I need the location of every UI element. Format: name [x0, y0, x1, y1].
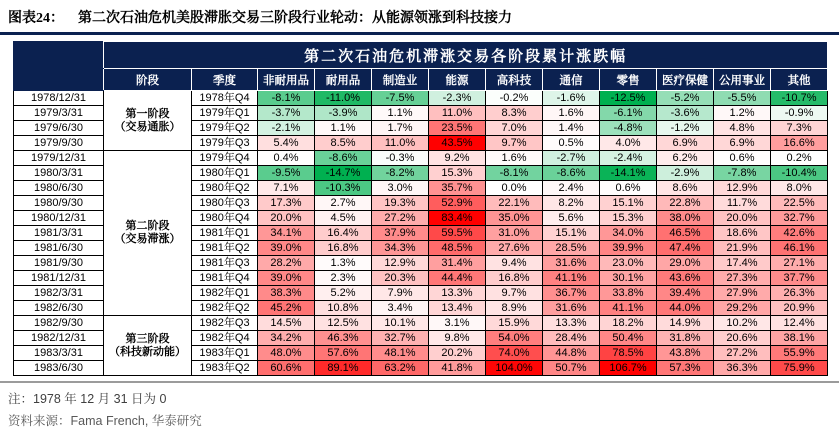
stage-label-line1: 第二阶段 — [125, 220, 170, 232]
value-cell: 14.9% — [657, 316, 714, 331]
footer-divider-rule — [0, 381, 839, 383]
column-header: 公用事业 — [714, 69, 771, 91]
note-line — [8, 389, 839, 407]
value-cell: 29.0% — [657, 256, 714, 271]
value-cell: 5.6% — [543, 211, 600, 226]
column-header: 季度 — [192, 69, 258, 91]
column-header: 通信 — [543, 69, 600, 91]
value-cell: 21.9% — [714, 241, 771, 256]
value-cell: 15.9% — [486, 316, 543, 331]
value-cell: 2.7% — [315, 196, 372, 211]
value-cell: 50.4% — [600, 331, 657, 346]
value-cell: 46.1% — [771, 241, 828, 256]
value-cell: 34.3% — [372, 241, 429, 256]
value-cell: 48.1% — [372, 346, 429, 361]
date-cell: 1983/6/30 — [14, 361, 104, 376]
value-cell: 32.7% — [771, 211, 828, 226]
date-cell: 1981/9/30 — [14, 256, 104, 271]
value-cell: 2.4% — [543, 181, 600, 196]
stage-label-line1: 第三阶段 — [125, 332, 170, 345]
value-cell: 57.3% — [657, 361, 714, 376]
date-cell: 1978/12/31 — [14, 91, 104, 106]
value-cell: 3.0% — [372, 181, 429, 196]
value-cell: 1.1% — [372, 106, 429, 121]
note-label: 注： — [8, 392, 34, 406]
value-cell: -14.7% — [315, 166, 372, 181]
value-cell: 20.0% — [714, 211, 771, 226]
column-header: 其他 — [771, 69, 828, 91]
value-cell: -3.7% — [258, 106, 315, 121]
value-cell: -2.1% — [258, 121, 315, 136]
quarter-cell: 1982年Q4 — [192, 331, 258, 346]
figure-title: 第二次石油危机美股滞胀交易三阶段行业轮动：从能源领涨到科技接力 — [78, 11, 512, 26]
stage-label-line1: 第一阶段 — [125, 107, 170, 120]
date-cell: 1981/6/30 — [14, 241, 104, 256]
value-cell: 4.5% — [315, 211, 372, 226]
value-cell: -2.3% — [429, 91, 486, 106]
value-cell: -0.3% — [372, 151, 429, 166]
value-cell: 20.0% — [258, 211, 315, 226]
value-cell: 38.1% — [771, 331, 828, 346]
value-cell: 10.8% — [315, 301, 372, 316]
quarter-cell: 1983年Q1 — [192, 346, 258, 361]
value-cell: 22.8% — [657, 196, 714, 211]
stage-label-cell — [104, 316, 192, 376]
date-cell: 1981/3/31 — [14, 226, 104, 241]
value-cell: 37.9% — [372, 226, 429, 241]
stage-label-cell — [104, 91, 192, 151]
value-cell: 38.0% — [657, 211, 714, 226]
quarter-cell: 1981年Q1 — [192, 226, 258, 241]
value-cell: -2.9% — [657, 166, 714, 181]
value-cell: 1.6% — [486, 151, 543, 166]
value-cell: 45.2% — [258, 301, 315, 316]
value-cell: 6.9% — [714, 136, 771, 151]
value-cell: -5.5% — [714, 91, 771, 106]
value-cell: 44.0% — [657, 301, 714, 316]
value-cell: 1.7% — [372, 121, 429, 136]
figure-number-label: 图表24： — [8, 11, 64, 26]
value-cell: 11.7% — [714, 196, 771, 211]
value-cell: 20.6% — [714, 331, 771, 346]
value-cell: 43.5% — [429, 136, 486, 151]
value-cell: 15.1% — [543, 226, 600, 241]
value-cell: 31.6% — [543, 301, 600, 316]
quarter-cell: 1980年Q4 — [192, 211, 258, 226]
value-cell: 8.3% — [486, 106, 543, 121]
quarter-cell: 1983年Q2 — [192, 361, 258, 376]
value-cell: 27.2% — [714, 346, 771, 361]
value-cell: 0.4% — [258, 151, 315, 166]
value-cell: -12.5% — [600, 91, 657, 106]
date-cell: 1982/12/31 — [14, 331, 104, 346]
value-cell: 16.4% — [315, 226, 372, 241]
column-header: 能源 — [429, 69, 486, 91]
value-cell: -6.1% — [600, 106, 657, 121]
date-cell: 1980/9/30 — [14, 196, 104, 211]
value-cell: 39.4% — [657, 286, 714, 301]
value-cell: 9.4% — [486, 256, 543, 271]
value-cell: 20.2% — [429, 346, 486, 361]
value-cell: 6.9% — [657, 136, 714, 151]
value-cell: 37.7% — [771, 271, 828, 286]
value-cell: 20.9% — [771, 301, 828, 316]
value-cell: 6.2% — [657, 151, 714, 166]
value-cell: -8.2% — [372, 166, 429, 181]
quarter-cell: 1982年Q2 — [192, 301, 258, 316]
value-cell: -14.1% — [600, 166, 657, 181]
value-cell: 63.2% — [372, 361, 429, 376]
value-cell: 12.4% — [771, 316, 828, 331]
value-cell: 10.2% — [714, 316, 771, 331]
value-cell: 11.0% — [429, 106, 486, 121]
value-cell: 7.9% — [372, 286, 429, 301]
value-cell: -2.4% — [600, 151, 657, 166]
value-cell: 78.5% — [600, 346, 657, 361]
quarter-cell: 1982年Q1 — [192, 286, 258, 301]
value-cell: 26.3% — [771, 286, 828, 301]
value-cell: 19.3% — [372, 196, 429, 211]
value-cell: 48.5% — [429, 241, 486, 256]
value-cell: 22.1% — [486, 196, 543, 211]
value-cell: 48.0% — [258, 346, 315, 361]
value-cell: 30.1% — [600, 271, 657, 286]
value-cell: 1.2% — [714, 106, 771, 121]
value-cell: 27.6% — [486, 241, 543, 256]
value-cell: 27.3% — [714, 271, 771, 286]
value-cell: 27.9% — [714, 286, 771, 301]
quarter-cell: 1982年Q3 — [192, 316, 258, 331]
value-cell: 5.4% — [258, 136, 315, 151]
value-cell: 27.1% — [771, 256, 828, 271]
value-cell: 32.7% — [372, 331, 429, 346]
source-label: 资料来源： — [8, 414, 71, 428]
value-cell: 15.3% — [429, 166, 486, 181]
date-cell: 1980/3/31 — [14, 166, 104, 181]
value-cell: 14.5% — [258, 316, 315, 331]
value-cell: 22.5% — [771, 196, 828, 211]
value-cell: 16.6% — [771, 136, 828, 151]
value-cell: 1.1% — [315, 121, 372, 136]
value-cell: 0.5% — [543, 136, 600, 151]
column-header: 阶段 — [104, 69, 192, 91]
stage-label-line2: （交易滞涨） — [114, 233, 181, 245]
value-cell: 60.6% — [258, 361, 315, 376]
source-line — [8, 411, 839, 429]
value-cell: 7.0% — [486, 121, 543, 136]
table-row — [14, 91, 828, 106]
value-cell: 39.0% — [258, 241, 315, 256]
value-cell: 31.0% — [486, 226, 543, 241]
value-cell: 41.1% — [600, 301, 657, 316]
value-cell: 23.0% — [600, 256, 657, 271]
date-cell: 1983/3/31 — [14, 346, 104, 361]
value-cell: 17.4% — [714, 256, 771, 271]
quarter-cell: 1981年Q4 — [192, 271, 258, 286]
value-cell: 44.4% — [429, 271, 486, 286]
quarter-cell: 1980年Q1 — [192, 166, 258, 181]
value-cell: 46.5% — [657, 226, 714, 241]
column-header: 耐用品 — [315, 69, 372, 91]
value-cell: 38.3% — [258, 286, 315, 301]
value-cell: -0.2% — [486, 91, 543, 106]
value-cell: 50.7% — [543, 361, 600, 376]
value-cell: 36.3% — [714, 361, 771, 376]
value-cell: 28.5% — [543, 241, 600, 256]
date-cell: 1979/3/31 — [14, 106, 104, 121]
value-cell: 34.1% — [258, 226, 315, 241]
value-cell: 59.5% — [429, 226, 486, 241]
value-cell: 28.4% — [543, 331, 600, 346]
value-cell: 9.2% — [429, 151, 486, 166]
value-cell: -4.8% — [600, 121, 657, 136]
quarter-cell: 1979年Q2 — [192, 121, 258, 136]
note-text: 1978 年 12 月 31 日为 0 — [33, 392, 167, 406]
value-cell: 2.3% — [315, 271, 372, 286]
value-cell: 55.9% — [771, 346, 828, 361]
value-cell: 47.4% — [657, 241, 714, 256]
value-cell: 13.3% — [543, 316, 600, 331]
value-cell: -3.6% — [657, 106, 714, 121]
value-cell: 83.4% — [429, 211, 486, 226]
date-cell: 1982/3/31 — [14, 286, 104, 301]
value-cell: 89.1% — [315, 361, 372, 376]
value-cell: -9.5% — [258, 166, 315, 181]
value-cell: 35.0% — [486, 211, 543, 226]
quarter-cell: 1978年Q4 — [192, 91, 258, 106]
quarter-cell: 1979年Q1 — [192, 106, 258, 121]
value-cell: 9.7% — [486, 286, 543, 301]
value-cell: 0.2% — [771, 151, 828, 166]
value-cell: 42.6% — [771, 226, 828, 241]
value-cell: 12.9% — [372, 256, 429, 271]
value-cell: 15.1% — [600, 196, 657, 211]
value-cell: 18.6% — [714, 226, 771, 241]
value-cell: 16.8% — [486, 271, 543, 286]
title-divider-rule — [0, 32, 839, 35]
value-cell: 1.3% — [315, 256, 372, 271]
value-cell: 8.6% — [657, 181, 714, 196]
value-cell: 17.3% — [258, 196, 315, 211]
value-cell: -8.1% — [486, 166, 543, 181]
value-cell: 8.9% — [486, 301, 543, 316]
table-row — [14, 151, 828, 166]
column-header: 医疗保健 — [657, 69, 714, 91]
value-cell: 39.9% — [600, 241, 657, 256]
value-cell: 15.3% — [600, 211, 657, 226]
value-cell: 13.3% — [429, 286, 486, 301]
stage-label-line2: （交易通胀） — [114, 120, 181, 133]
value-cell: 74.0% — [486, 346, 543, 361]
value-cell: 4.0% — [600, 136, 657, 151]
value-cell: -11.0% — [315, 91, 372, 106]
value-cell: 9.8% — [429, 331, 486, 346]
value-cell: -8.6% — [315, 151, 372, 166]
value-cell: 31.6% — [543, 256, 600, 271]
date-cell: 1982/6/30 — [14, 301, 104, 316]
value-cell: -0.9% — [771, 106, 828, 121]
value-cell: 1.6% — [543, 106, 600, 121]
date-cell: 1979/9/30 — [14, 136, 104, 151]
value-cell: 7.3% — [771, 121, 828, 136]
quarter-cell: 1981年Q3 — [192, 256, 258, 271]
value-cell: 54.0% — [486, 331, 543, 346]
value-cell: 28.2% — [258, 256, 315, 271]
value-cell: 5.2% — [315, 286, 372, 301]
value-cell: 35.7% — [429, 181, 486, 196]
value-cell: 0.6% — [714, 151, 771, 166]
value-cell: -8.1% — [258, 91, 315, 106]
value-cell: 3.4% — [372, 301, 429, 316]
stagflation-table — [13, 41, 828, 376]
table-row — [14, 316, 828, 331]
value-cell: 10.1% — [372, 316, 429, 331]
value-cell: 9.7% — [486, 136, 543, 151]
figure-header — [0, 0, 839, 32]
quarter-cell: 1979年Q4 — [192, 151, 258, 166]
value-cell: -3.9% — [315, 106, 372, 121]
value-cell: 20.3% — [372, 271, 429, 286]
date-cell: 1982/9/30 — [14, 316, 104, 331]
value-cell: 75.9% — [771, 361, 828, 376]
value-cell: 106.7% — [600, 361, 657, 376]
column-header: 零售 — [600, 69, 657, 91]
value-cell: 31.4% — [429, 256, 486, 271]
table-title: 第二次石油危机滞涨交易各阶段累计涨跌幅 — [104, 42, 828, 69]
stage-label-cell — [104, 151, 192, 316]
value-cell: 13.4% — [429, 301, 486, 316]
value-cell: -8.6% — [543, 166, 600, 181]
quarter-cell: 1980年Q2 — [192, 181, 258, 196]
value-cell: 3.1% — [429, 316, 486, 331]
date-cell: 1979/12/31 — [14, 151, 104, 166]
value-cell: -2.7% — [543, 151, 600, 166]
value-cell: -7.8% — [714, 166, 771, 181]
value-cell: 18.2% — [600, 316, 657, 331]
date-cell: 1981/12/31 — [14, 271, 104, 286]
value-cell: 46.3% — [315, 331, 372, 346]
value-cell: -1.2% — [657, 121, 714, 136]
value-cell: 11.0% — [372, 136, 429, 151]
column-header: 高科技 — [486, 69, 543, 91]
value-cell: 0.0% — [486, 181, 543, 196]
value-cell: 57.6% — [315, 346, 372, 361]
value-cell: 29.2% — [714, 301, 771, 316]
value-cell: 12.5% — [315, 316, 372, 331]
value-cell: 1.4% — [543, 121, 600, 136]
value-cell: 23.5% — [429, 121, 486, 136]
value-cell: 36.7% — [543, 286, 600, 301]
value-cell: 33.8% — [600, 286, 657, 301]
source-text: Fama French, 华泰研究 — [70, 414, 202, 428]
value-cell: 27.2% — [372, 211, 429, 226]
date-cell: 1980/6/30 — [14, 181, 104, 196]
table-corner-cell — [14, 42, 104, 69]
quarter-cell: 1979年Q3 — [192, 136, 258, 151]
value-cell: 4.8% — [714, 121, 771, 136]
stage-label-line2: （科技新动能） — [109, 345, 186, 358]
column-header: 非耐用品 — [258, 69, 315, 91]
value-cell: 16.8% — [315, 241, 372, 256]
value-cell: 7.1% — [258, 181, 315, 196]
date-cell: 1980/12/31 — [14, 211, 104, 226]
value-cell: 41.8% — [429, 361, 486, 376]
value-cell: -10.7% — [771, 91, 828, 106]
value-cell: -10.3% — [315, 181, 372, 196]
value-cell: 43.6% — [657, 271, 714, 286]
value-cell: -7.5% — [372, 91, 429, 106]
date-cell: 1979/6/30 — [14, 121, 104, 136]
value-cell: 104.0% — [486, 361, 543, 376]
value-cell: 52.9% — [429, 196, 486, 211]
value-cell: -1.6% — [543, 91, 600, 106]
value-cell: 43.8% — [657, 346, 714, 361]
value-cell: 0.6% — [600, 181, 657, 196]
value-cell: 31.8% — [657, 331, 714, 346]
column-header: 制造业 — [372, 69, 429, 91]
quarter-cell: 1980年Q3 — [192, 196, 258, 211]
value-cell: 8.5% — [315, 136, 372, 151]
value-cell: -5.2% — [657, 91, 714, 106]
quarter-cell: 1981年Q2 — [192, 241, 258, 256]
value-cell: 39.0% — [258, 271, 315, 286]
value-cell: 44.8% — [543, 346, 600, 361]
value-cell: 34.0% — [600, 226, 657, 241]
value-cell: 34.2% — [258, 331, 315, 346]
value-cell: -10.4% — [771, 166, 828, 181]
value-cell: 12.9% — [714, 181, 771, 196]
value-cell: 8.0% — [771, 181, 828, 196]
value-cell: 8.2% — [543, 196, 600, 211]
table-corner-cell-2 — [14, 69, 104, 91]
value-cell: 41.1% — [543, 271, 600, 286]
